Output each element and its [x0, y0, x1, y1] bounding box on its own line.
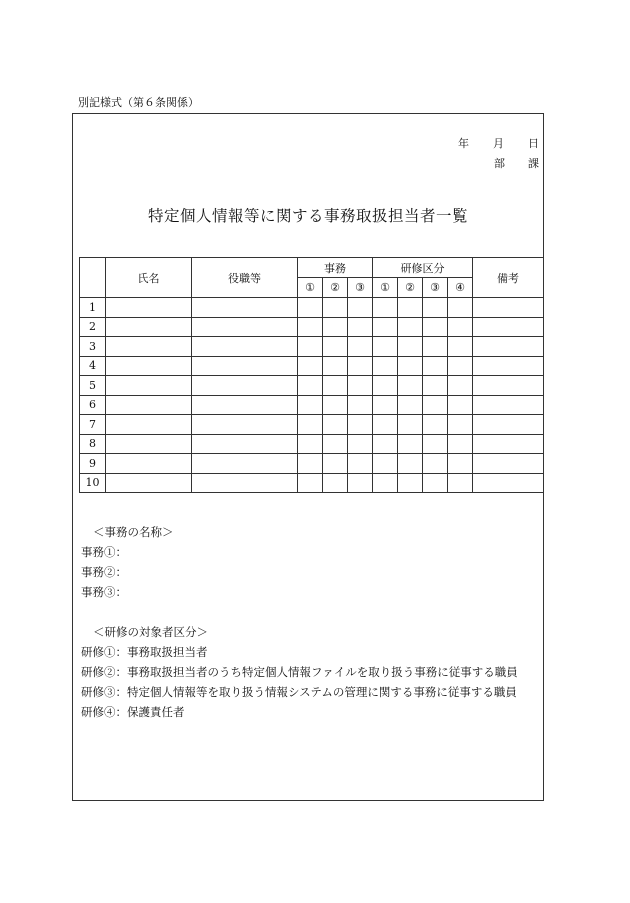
- table-row: [80, 473, 544, 493]
- jimu-3-cell[interactable]: [348, 317, 373, 337]
- kenshu-3-cell[interactable]: [423, 356, 448, 376]
- name-cell[interactable]: [106, 356, 192, 376]
- header-remarks: 備考: [473, 258, 544, 298]
- jimu-1-cell[interactable]: [298, 298, 323, 318]
- jimu-3-cell[interactable]: [348, 454, 373, 474]
- position-cell[interactable]: [192, 415, 298, 435]
- kenshu-2-cell[interactable]: [398, 434, 423, 454]
- kenshu-1-cell[interactable]: [373, 298, 398, 318]
- kenshu-3-cell[interactable]: [423, 317, 448, 337]
- table-row: [80, 454, 544, 474]
- kenshu-2-cell[interactable]: [398, 473, 423, 493]
- kenshu-4-cell[interactable]: [448, 454, 473, 474]
- kenshu-3-cell[interactable]: [423, 415, 448, 435]
- kenshu-4-cell[interactable]: [448, 317, 473, 337]
- row-number: 7: [80, 415, 106, 435]
- kenshu-1-cell[interactable]: [373, 454, 398, 474]
- name-cell[interactable]: [106, 317, 192, 337]
- date-year-label: 年: [458, 137, 469, 150]
- table-row: [80, 298, 544, 318]
- form-frame: [72, 113, 544, 801]
- row-number: 10: [80, 473, 106, 493]
- kenshu-3-cell[interactable]: [423, 298, 448, 318]
- jimu-3-cell[interactable]: [348, 376, 373, 396]
- kenshu-1-line: 研修①：事務取扱担当者: [81, 645, 208, 659]
- header-jimu-1: ①: [298, 278, 323, 298]
- section-spacer: [81, 602, 518, 622]
- kenshu-2-cell[interactable]: [398, 395, 423, 415]
- kenshu-3-line: 研修③：特定個人情報等を取り扱う情報システムの管理に関する事務に従事する職員: [81, 685, 517, 699]
- kenshu-4-line: 研修④：保護責任者: [81, 705, 185, 719]
- jimu-3-cell[interactable]: [348, 298, 373, 318]
- remarks-cell[interactable]: [473, 337, 544, 357]
- position-cell[interactable]: [192, 356, 298, 376]
- position-cell[interactable]: [192, 337, 298, 357]
- name-cell[interactable]: [106, 454, 192, 474]
- name-cell[interactable]: [106, 473, 192, 493]
- position-cell[interactable]: [192, 473, 298, 493]
- jimu-1-cell[interactable]: [298, 415, 323, 435]
- position-cell[interactable]: [192, 395, 298, 415]
- jimu-2-cell[interactable]: [323, 434, 348, 454]
- table-row: [80, 395, 544, 415]
- kenshu-2-cell[interactable]: [398, 317, 423, 337]
- jimu-1-cell[interactable]: [298, 376, 323, 396]
- kenshu-4-cell[interactable]: [448, 298, 473, 318]
- remarks-cell[interactable]: [473, 415, 544, 435]
- jimu-3-cell[interactable]: [348, 415, 373, 435]
- kenshu-2-cell[interactable]: [398, 298, 423, 318]
- kenshu-2-cell[interactable]: [398, 415, 423, 435]
- kenshu-2-cell[interactable]: [398, 376, 423, 396]
- name-cell[interactable]: [106, 395, 192, 415]
- header-jimu-3: ③: [348, 278, 373, 298]
- remarks-cell[interactable]: [473, 473, 544, 493]
- position-cell[interactable]: [192, 434, 298, 454]
- staff-roster-table: [79, 257, 544, 493]
- kenshu-4-cell[interactable]: [448, 395, 473, 415]
- kenshu-2-line: 研修②：事務取扱担当者のうち特定個人情報ファイルを取り扱う事務に従事する職員: [81, 665, 518, 679]
- jimu-2-cell[interactable]: [323, 298, 348, 318]
- kenshu-3-cell[interactable]: [423, 395, 448, 415]
- jimu-1-cell[interactable]: [298, 454, 323, 474]
- name-cell[interactable]: [106, 376, 192, 396]
- form-label: 別記様式（第６条関係）: [78, 96, 199, 109]
- roster-body: [80, 298, 544, 493]
- table-row: [80, 337, 544, 357]
- row-number: 8: [80, 434, 106, 454]
- jimu-1-cell[interactable]: [298, 395, 323, 415]
- document-title: 特定個人情報等に関する事務取扱担当者一覧: [147, 207, 468, 225]
- kenshu-4-cell[interactable]: [448, 376, 473, 396]
- name-cell[interactable]: [106, 337, 192, 357]
- kenshu-1-cell[interactable]: [373, 434, 398, 454]
- jimu-2-cell[interactable]: [323, 356, 348, 376]
- jimu-2-cell[interactable]: [323, 473, 348, 493]
- row-number: 5: [80, 376, 106, 396]
- kenshu-3-cell[interactable]: [423, 337, 448, 357]
- kenshu-1-cell[interactable]: [373, 376, 398, 396]
- table-row: [80, 434, 544, 454]
- kenshu-4-cell[interactable]: [448, 356, 473, 376]
- remarks-cell[interactable]: [473, 454, 544, 474]
- name-cell[interactable]: [106, 434, 192, 454]
- row-number: 1: [80, 298, 106, 318]
- kenshu-3-cell[interactable]: [423, 434, 448, 454]
- table-row: [80, 415, 544, 435]
- header-kenshu-1: ①: [373, 278, 398, 298]
- jimu-1-cell[interactable]: [298, 473, 323, 493]
- remarks-cell[interactable]: [473, 434, 544, 454]
- header-name: 氏名: [106, 258, 192, 298]
- remarks-cell[interactable]: [473, 317, 544, 337]
- remarks-cell[interactable]: [473, 298, 544, 318]
- table-row: [80, 376, 544, 396]
- name-cell[interactable]: [106, 415, 192, 435]
- kenshu-1-cell[interactable]: [373, 337, 398, 357]
- header-kenshu-4: ④: [448, 278, 473, 298]
- kenshu-1-cell[interactable]: [373, 395, 398, 415]
- jimu-3-name-line: 事務③：: [81, 585, 127, 599]
- date-month-label: 月: [493, 137, 504, 150]
- kenshu-2-cell[interactable]: [398, 337, 423, 357]
- header-kenshu-3: ③: [423, 278, 448, 298]
- jimu-2-cell[interactable]: [323, 317, 348, 337]
- position-cell[interactable]: [192, 298, 298, 318]
- kenshu-category-heading: ＜研修の対象者区分＞: [93, 625, 208, 639]
- kenshu-4-cell[interactable]: [448, 473, 473, 493]
- jimu-2-cell[interactable]: [323, 337, 348, 357]
- jimu-2-name-line: 事務②：: [81, 565, 127, 579]
- jimu-3-cell[interactable]: [348, 337, 373, 357]
- jimu-2-cell[interactable]: [323, 395, 348, 415]
- kenshu-2-cell[interactable]: [398, 356, 423, 376]
- jimu-3-cell[interactable]: [348, 434, 373, 454]
- row-number: 4: [80, 356, 106, 376]
- kenshu-3-cell[interactable]: [423, 473, 448, 493]
- kenshu-4-cell[interactable]: [448, 337, 473, 357]
- header-jimu-2: ②: [323, 278, 348, 298]
- jimu-1-cell[interactable]: [298, 356, 323, 376]
- remarks-cell[interactable]: [473, 376, 544, 396]
- position-cell[interactable]: [192, 317, 298, 337]
- row-number: 6: [80, 395, 106, 415]
- kenshu-1-cell[interactable]: [373, 317, 398, 337]
- row-number: 3: [80, 337, 106, 357]
- header-number: [80, 258, 106, 298]
- header-kenshu: 研修区分: [373, 258, 473, 278]
- name-cell[interactable]: [106, 298, 192, 318]
- kenshu-4-cell[interactable]: [448, 434, 473, 454]
- row-number: 9: [80, 454, 106, 474]
- row-number: 2: [80, 317, 106, 337]
- jimu-1-name-line: 事務①：: [81, 545, 127, 559]
- header-kenshu-2: ②: [398, 278, 423, 298]
- jimu-2-cell[interactable]: [323, 454, 348, 474]
- position-cell[interactable]: [192, 376, 298, 396]
- position-cell[interactable]: [192, 454, 298, 474]
- jimu-2-cell[interactable]: [323, 415, 348, 435]
- jimu-1-cell[interactable]: [298, 317, 323, 337]
- table-row: [80, 317, 544, 337]
- department-ka-label: 課: [528, 157, 539, 170]
- kenshu-2-cell[interactable]: [398, 454, 423, 474]
- jimu-1-cell[interactable]: [298, 434, 323, 454]
- kenshu-1-cell[interactable]: [373, 415, 398, 435]
- jimu-2-cell[interactable]: [323, 376, 348, 396]
- header-position: 役職等: [192, 258, 298, 298]
- date-day-label: 日: [528, 137, 539, 150]
- jimu-3-cell[interactable]: [348, 473, 373, 493]
- remarks-cell[interactable]: [473, 395, 544, 415]
- kenshu-1-cell[interactable]: [373, 356, 398, 376]
- table-row: [80, 356, 544, 376]
- kenshu-3-cell[interactable]: [423, 454, 448, 474]
- header-jimu: 事務: [298, 258, 373, 278]
- kenshu-1-cell[interactable]: [373, 473, 398, 493]
- department-bu-label: 部: [494, 157, 505, 170]
- jimu-3-cell[interactable]: [348, 395, 373, 415]
- jimu-3-cell[interactable]: [348, 356, 373, 376]
- notes-section: [81, 522, 518, 722]
- jimu-names-heading: ＜事務の名称＞: [93, 525, 174, 539]
- kenshu-4-cell[interactable]: [448, 415, 473, 435]
- jimu-1-cell[interactable]: [298, 337, 323, 357]
- remarks-cell[interactable]: [473, 356, 544, 376]
- kenshu-3-cell[interactable]: [423, 376, 448, 396]
